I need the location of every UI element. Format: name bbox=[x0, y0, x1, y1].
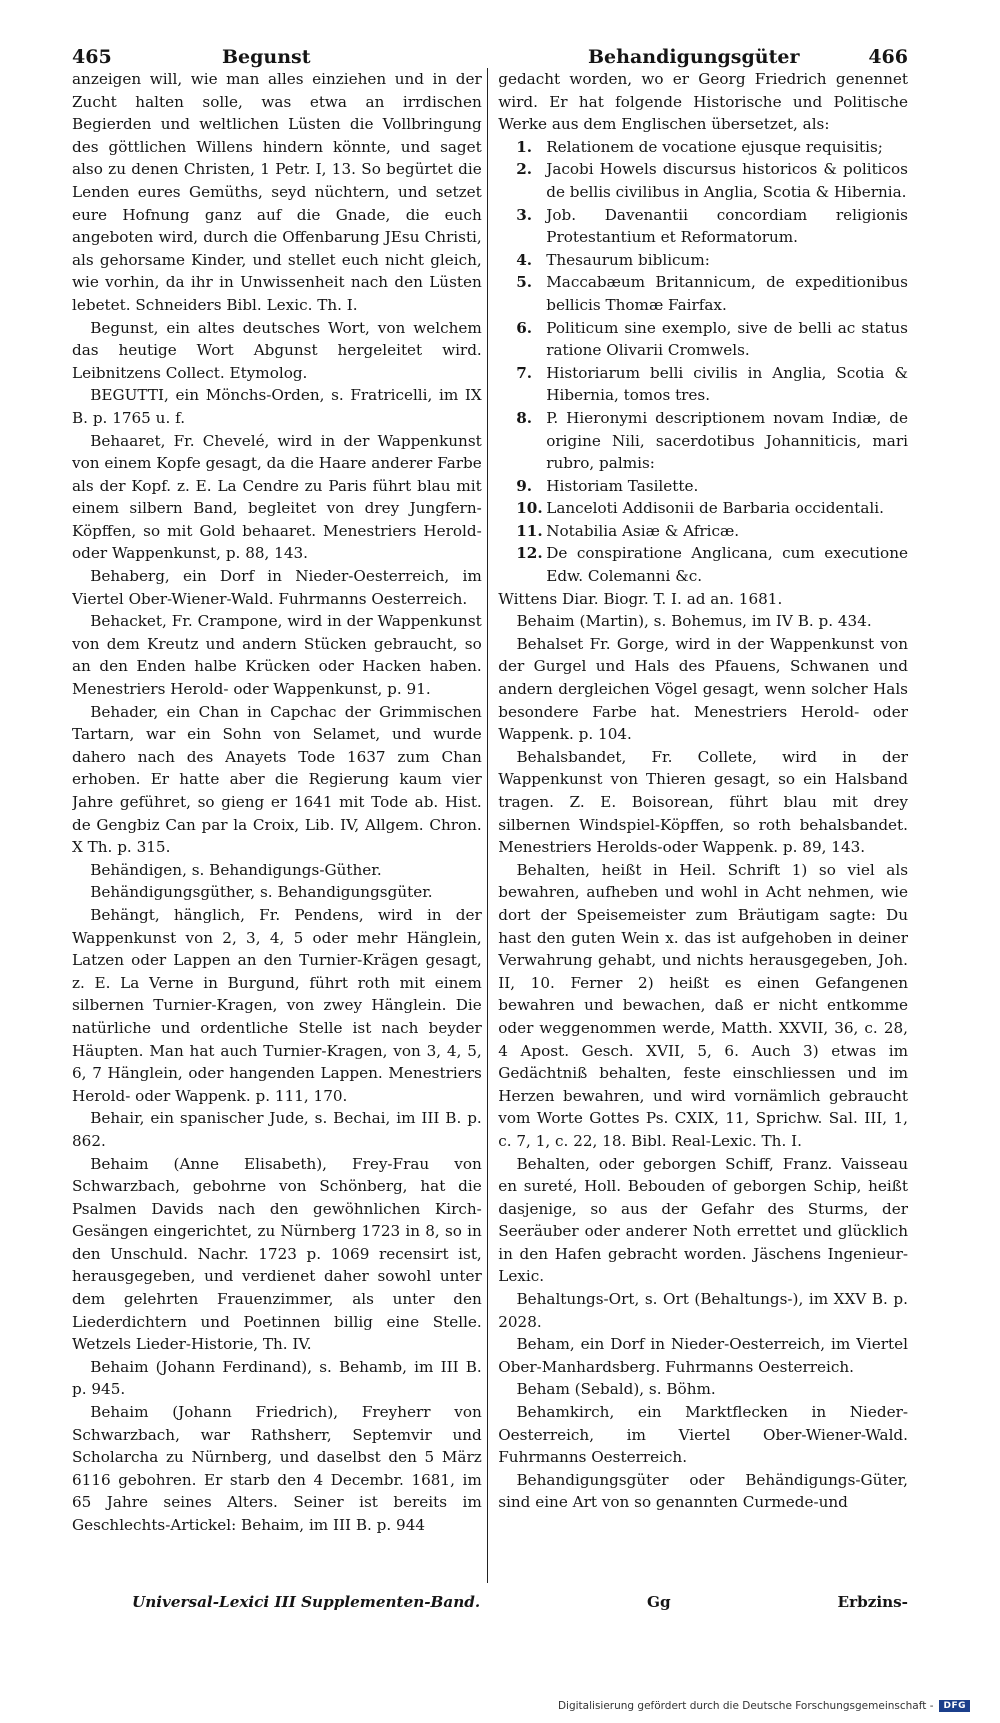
works-list-item: 5. Maccabæum Britannicum, de expeditionibus bellicis Thomæ Fairfax. bbox=[516, 273, 908, 314]
entry-behandigungsgueter: Behandigungsgüter oder Behändigungs-Güter, sind eine Art von so genannten Curmede-und bbox=[498, 1470, 908, 1512]
page-footer bbox=[72, 1593, 908, 1621]
works-list bbox=[498, 136, 908, 588]
works-list-item: 7. Historiarum belli civilis in Anglia, Scotia & Hibernia, tomos tres. bbox=[516, 363, 908, 405]
right-column bbox=[488, 68, 908, 1623]
entry-beham-sebald: Beham (Sebald), s. Böhm. bbox=[516, 1380, 716, 1399]
dfg-logo: DFG bbox=[939, 1700, 970, 1712]
entry-behamkirch: Behamkirch, ein Marktflecken in Nieder-Oesterreich, im Viertel Ober-Wiener-Wald. Fuhrmanns Oesterreich. bbox=[498, 1403, 908, 1467]
entry-begunst: Begunst, ein altes deutsches Wort, von welchem das heutige Wort Abgunst hergeleitet wird. Leibnitzens Collect. Etymolog. bbox=[72, 318, 482, 382]
entry-behaengt: Behängt, hänglich, Fr. Pendens, wird in der Wappenkunst von 2, 3, 4, 5 oder mehr Hänglein, Latzen oder Lappen an den Turnier-Krägen gesagt, z. E. La Verne in Burgund, führt roth mit einem silbernen Turnier-Kragen, von zwey Hänglein. Die natürliche und ordentliche Stelle ist nach beyder Häupten. Man hat auch Turnier-Kragen, von 3, 4, 5, 6, 7 Hänglein, oder hangenden Lappen. Menestriers Herold- oder Wappenk. p. 111, 170. bbox=[72, 905, 482, 1105]
entry-behalten-schiff: Behalten, oder geborgen Schiff, Franz. Vaisseau en sureté, Holl. Bebouden of geborgen Schip, heißt dasjenige, so aus der Gefahr des Sturms, der Seeräuber oder anderer Noth errettet und glücklich in den Hafen gebracht worden. Jäschens Ingenieur-Lexic. bbox=[498, 1154, 908, 1286]
entry-behalset: Behalset Fr. Gorge, wird in der Wappenkunst von der Gurgel und Hals des Pfauens, Schwanen und andern dergleichen Vögel gesagt, wenn solcher Hals besondere Farbe hat. Menestriers Herold- oder Wappenk. p. 104. bbox=[498, 634, 908, 744]
entry-paragraph: anzeigen will, wie man alles einziehen und in der Zucht halten solle, was etwa an irrdischen Begierden und weltlichen Lüsten die Vollbringung des göttlichen Willens hindern könnte, und saget also zu denen Christen, 1 Petr. I, 13. So begürtet die Lenden eures Gemüths, seyd nüchtern, und setzet eure Hofnung ganz auf die Gnade, die euch angeboten wird, durch die Offenbarung JEsu Christi, als gehorsame Kinder, und stellet euch nicht gleich, wie vorhin, da ihr in Unwissenheit nach den Lüsten lebetet. Schneiders Bibl. Lexic. Th. I. bbox=[72, 70, 482, 314]
signature-mark: Gg bbox=[647, 1593, 671, 1611]
source-citation: Wittens Diar. Biogr. T. I. ad an. 1681. bbox=[498, 589, 783, 608]
entry-begutti: BEGUTTI, ein Mönchs-Orden, s. Fratricelli, im IX B. p. 1765 u. f. bbox=[72, 386, 482, 427]
works-list-item: 8. P. Hieronymi descriptionem novam Indiæ, de origine Nili, sacerdotibus Johanniticis, mari rubro, palmis: bbox=[516, 408, 908, 473]
left-column bbox=[72, 68, 487, 1623]
works-list-item: 9. Historiam Tasilette. bbox=[516, 476, 699, 495]
running-head bbox=[72, 26, 908, 68]
entry-behalten: Behalten, heißt in Heil. Schrift 1) so viel als bewahren, aufheben und wohl in Acht nehmen, wie dort der Speisemeister zum Bräutigam sagte: Du hast den guten Wein x. das ist aufgehoben in deiner Verwahrung gehabt, und nichts herausgegeben, Joh. II, 10. Ferner 2) heißt es einen Gefangenen bewahren und bewachen, daß er nicht entkomme oder weggenommen werde, Matth. XXVII, 36, c. 28, 4 Apost. Gesch. XVII, 5, 6. Auch 3) etwas im Gedächtniß behalten, feste einschliessen und im Herzen bewahren, und wird vornämlich gebraucht vom Worte Gottes Ps. CXIX, 11, Sprichw. Sal. III, 1, c. 7, 1, c. 22, 18. Bibl. Real-Lexic. Th. I. bbox=[498, 860, 908, 1150]
works-list-item: 10. Lanceloti Addisonii de Barbaria occidentali. bbox=[516, 499, 884, 518]
entry-behacket: Behacket, Fr. Crampone, wird in der Wappenkunst von dem Kreutz und andern Stücken gebraucht, so an den Enden halbe Krücken oder Hacken haben. Menestriers Herold- oder Wappenkunst, p. 91. bbox=[72, 612, 482, 699]
entry-behaim-anne: Behaim (Anne Elisabeth), Frey-Frau von Schwarzbach, gebohrne von Schönberg, hat die Psalmen Davids nach den gewöhnlichen Kirch-Gesängen eingerichtet, zu Nürnberg 1723 in 8, so in den Unschuld. Nachr. 1723 p. 1069 recensirt ist, herausgegeben, und verdienet daher sowohl unter dem gelehrten Frauenzimmer, als unter den Liederdichtern und Poetinnen billig eine Stelle. Wetzels Lieder-Historie, Th. IV. bbox=[72, 1154, 482, 1354]
page-number-right: 466 bbox=[868, 46, 908, 68]
text-columns bbox=[72, 68, 908, 1623]
entry-continuation: gedacht worden, wo er Georg Friedrich genennet wird. Er hat folgende Historische und Politische Werke aus dem Englischen übersetzet, als: bbox=[498, 70, 908, 134]
entry-behader: Behader, ein Chan in Capchac der Grimmischen Tartarn, war ein Sohn von Selamet, und wurde dahero nach des Anayets Tode 1637 zum Chan erhoben. Er hatte aber die Regierung kaum vier Jahre geführet, so gieng er 1641 mit Tode ab. Hist. de Gengbiz Can par la Croix, Lib. IV, Allgem. Chron. X Th. p. 315. bbox=[72, 702, 482, 857]
credit-text: Digitalisierung gefördert durch die Deutsche Forschungsgemeinschaft - bbox=[557, 1700, 934, 1712]
works-list-item: 12. De conspiratione Anglicana, cum executione Edw. Colemanni &c. bbox=[516, 544, 908, 586]
entry-behaaret: Behaaret, Fr. Chevelé, wird in der Wappenkunst von einem Kopfe gesagt, da die Haare anderer Farbe als der Kopf. z. E. La Cendre zu Paris führt blau mit einem silbern Band, begleitet von drey Jungfern-Köpffen, so mit Gold behaaret. Menestriers Herold- oder Wappenkunst, p. 88, 143. bbox=[72, 431, 482, 563]
entry-behaim-martin: Behaim (Martin), s. Bohemus, im IV B. p. 434. bbox=[516, 612, 872, 631]
volume-catchline: Universal-Lexici III Supplementen-Band. bbox=[132, 1593, 481, 1611]
entry-behaberg: Behaberg, ein Dorf in Nieder-Oesterreich, im Viertel Ober-Wiener-Wald. Fuhrmanns Oesterreich. bbox=[72, 567, 482, 608]
entry-behaendigungsguether: Behändigungsgüther, s. Behandigungsgüter. bbox=[90, 883, 433, 902]
entry-beham: Beham, ein Dorf in Nieder-Oesterreich, im Viertel Ober-Manhardsberg. Fuhrmanns Oesterreich. bbox=[498, 1335, 908, 1376]
running-title-left: Begunst bbox=[222, 46, 311, 68]
works-list-item: 4. Thesaurum biblicum: bbox=[516, 250, 710, 269]
entry-behaendigen: Behändigen, s. Behandigungs-Güther. bbox=[90, 860, 382, 879]
page-number-left: 465 bbox=[72, 46, 112, 68]
works-list-item: 11. Notabilia Asiæ & Africæ. bbox=[516, 521, 740, 540]
entry-behaltungs-ort: Behaltungs-Ort, s. Ort (Behaltungs-), im XXV B. p. 2028. bbox=[498, 1290, 908, 1331]
entry-behair: Behair, ein spanischer Jude, s. Bechai, im III B. p. 862. bbox=[72, 1109, 482, 1150]
works-list-item: 1. Relationem de vocatione ejusque requisitis; bbox=[516, 137, 883, 156]
works-list-item: 6. Politicum sine exemplo, sive de belli ac status ratione Olivarii Cromwels. bbox=[516, 318, 908, 360]
running-title-right: Behandigungsgüter bbox=[588, 46, 800, 68]
works-list-item: 3. Job. Davenantii concordiam religionis Protestantium et Reformatorum. bbox=[516, 205, 908, 247]
digitization-credit bbox=[558, 1700, 970, 1712]
entry-behaim-johann-friedrich: Behaim (Johann Friedrich), Freyherr von Schwarzbach, war Rathsherr, Septemvir und Scholarcha zu Nürnberg, und daselbst den 5 März 6116 gebohren. Er starb den 4 Decembr. 1681, im 65 Jahre seines Alters. Seiner ist bereits im Geschlechts-Artickel: Behaim, im III B. p. 944 bbox=[72, 1403, 482, 1534]
works-list-item: 2. Jacobi Howels discursus historicos & politicos de bellis civilibus in Anglia, Scotia & Hibernia. bbox=[516, 160, 908, 201]
entry-behalsbandet: Behalsbandet, Fr. Collete, wird in der Wappenkunst von Thieren gesagt, so ein Halsband tragen. Z. E. Boisorean, führt blau mit drey silbernen Windspiel-Köpffen, so roth behalsbandet. Menestriers Herolds-oder Wappenk. p. 89, 143. bbox=[498, 747, 908, 857]
entry-behaim-johann-ferdinand: Behaim (Johann Ferdinand), s. Behamb, im III B. p. 945. bbox=[72, 1357, 482, 1399]
catchword: Erbzins- bbox=[837, 1593, 908, 1611]
